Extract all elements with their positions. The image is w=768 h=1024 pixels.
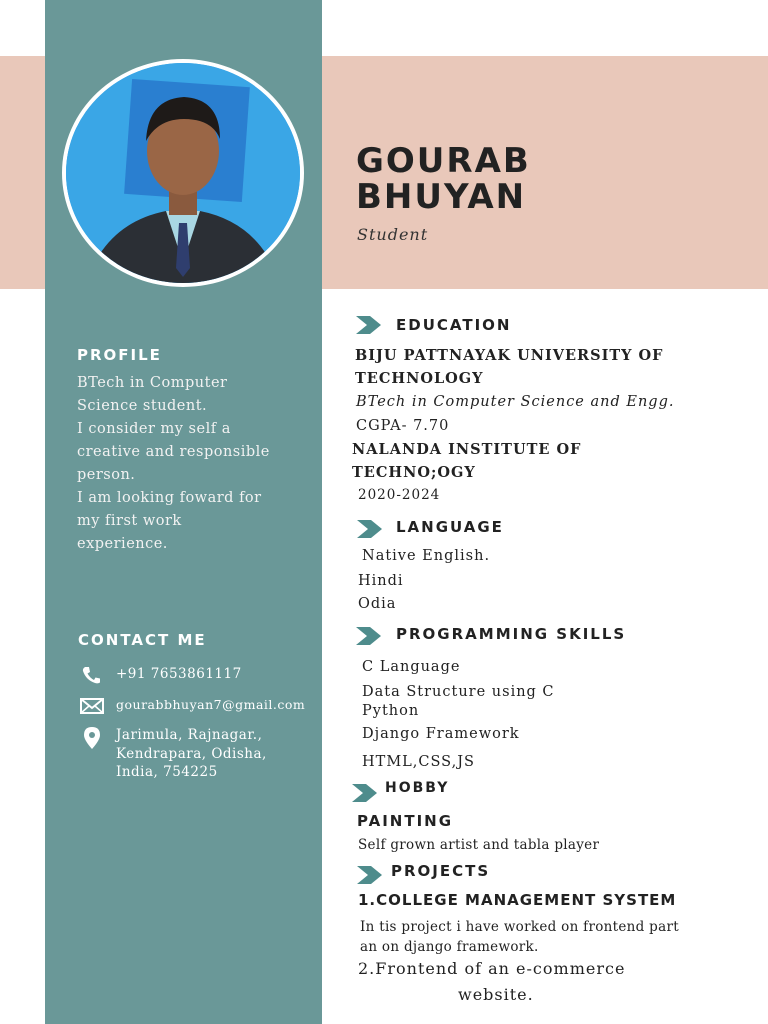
profile-line: person. [77,467,136,483]
contact-title: CONTACT ME [78,631,207,649]
person-silhouette [66,63,300,283]
profile-line: I am looking foward for [77,490,262,506]
institute-name-line-2: TECHNO;OGY [352,464,476,481]
profile-photo [62,59,304,287]
profile-line: Science student. [77,398,208,414]
skill-item: Python [362,703,420,719]
language-item: Odia [358,596,397,612]
profile-line: I consider my self a [77,421,231,437]
name-line-1: GOURAB [356,141,531,181]
university-name-line-1: BIJU PATTNAYAK UNIVERSITY OF [355,347,664,364]
email-address[interactable]: gourabbhuyan7@gmail.com [116,697,306,712]
chevron-arrow-icon [356,316,382,334]
language-item: Native English. [362,548,491,564]
address-line: Jarimula, Rajnagar., [116,727,263,743]
phone-icon [80,665,104,685]
person-role: Student [357,225,429,244]
profile-line: creative and responsible [77,444,270,460]
project-1-desc-line-1: In tis project i have worked on frontend part [360,919,679,935]
profile-text [77,372,297,556]
name-line-2: BHUYAN [356,177,527,217]
person-name [356,143,531,215]
hobby-text: Self grown artist and tabla player [358,837,600,853]
skills-title: PROGRAMMING SKILLS [396,625,627,643]
skill-item: Django Framework [362,726,520,742]
hobby-subtitle: PAINTING [357,812,454,830]
phone-number: +91 7653861117 [116,666,242,682]
profile-line: my first work [77,513,182,529]
language-title: LANGUAGE [396,518,504,536]
profile-line: BTech in Computer [77,375,228,391]
profile-title: PROFILE [77,346,162,364]
project-2-title-line-1: 2.Frontend of an e-commerce [358,959,626,978]
language-item: Hindi [358,573,404,589]
projects-title: PROJECTS [391,862,491,880]
chevron-arrow-icon [357,520,383,538]
university-name-line-2: TECHNOLOGY [355,370,484,387]
address [116,726,267,782]
chevron-arrow-icon [357,866,383,884]
skill-item: Data Structure using C [362,684,555,700]
project-2-title-line-2: website. [458,985,534,1004]
project-1-desc-line-2: an on django framework. [360,939,539,955]
address-line: India, 754225 [116,764,218,780]
address-line: Kendrapara, Odisha, [116,745,267,762]
education-years: 2020-2024 [358,487,441,503]
skill-item: C Language [362,659,461,675]
chevron-arrow-icon [356,627,382,645]
degree: BTech in Computer Science and Engg. [356,394,675,410]
project-1-title: 1.COLLEGE MANAGEMENT SYSTEM [358,891,677,909]
institute-name-line-1: NALANDA INSTITUTE OF [352,441,582,458]
profile-line: experience. [77,536,168,552]
chevron-arrow-icon [352,784,378,802]
cgpa: CGPA- 7.70 [356,418,450,434]
location-icon [80,726,104,750]
education-title: EDUCATION [396,316,512,334]
mail-icon [80,696,104,716]
skill-item: HTML,CSS,JS [362,754,475,770]
hobby-title: HOBBY [385,780,450,796]
